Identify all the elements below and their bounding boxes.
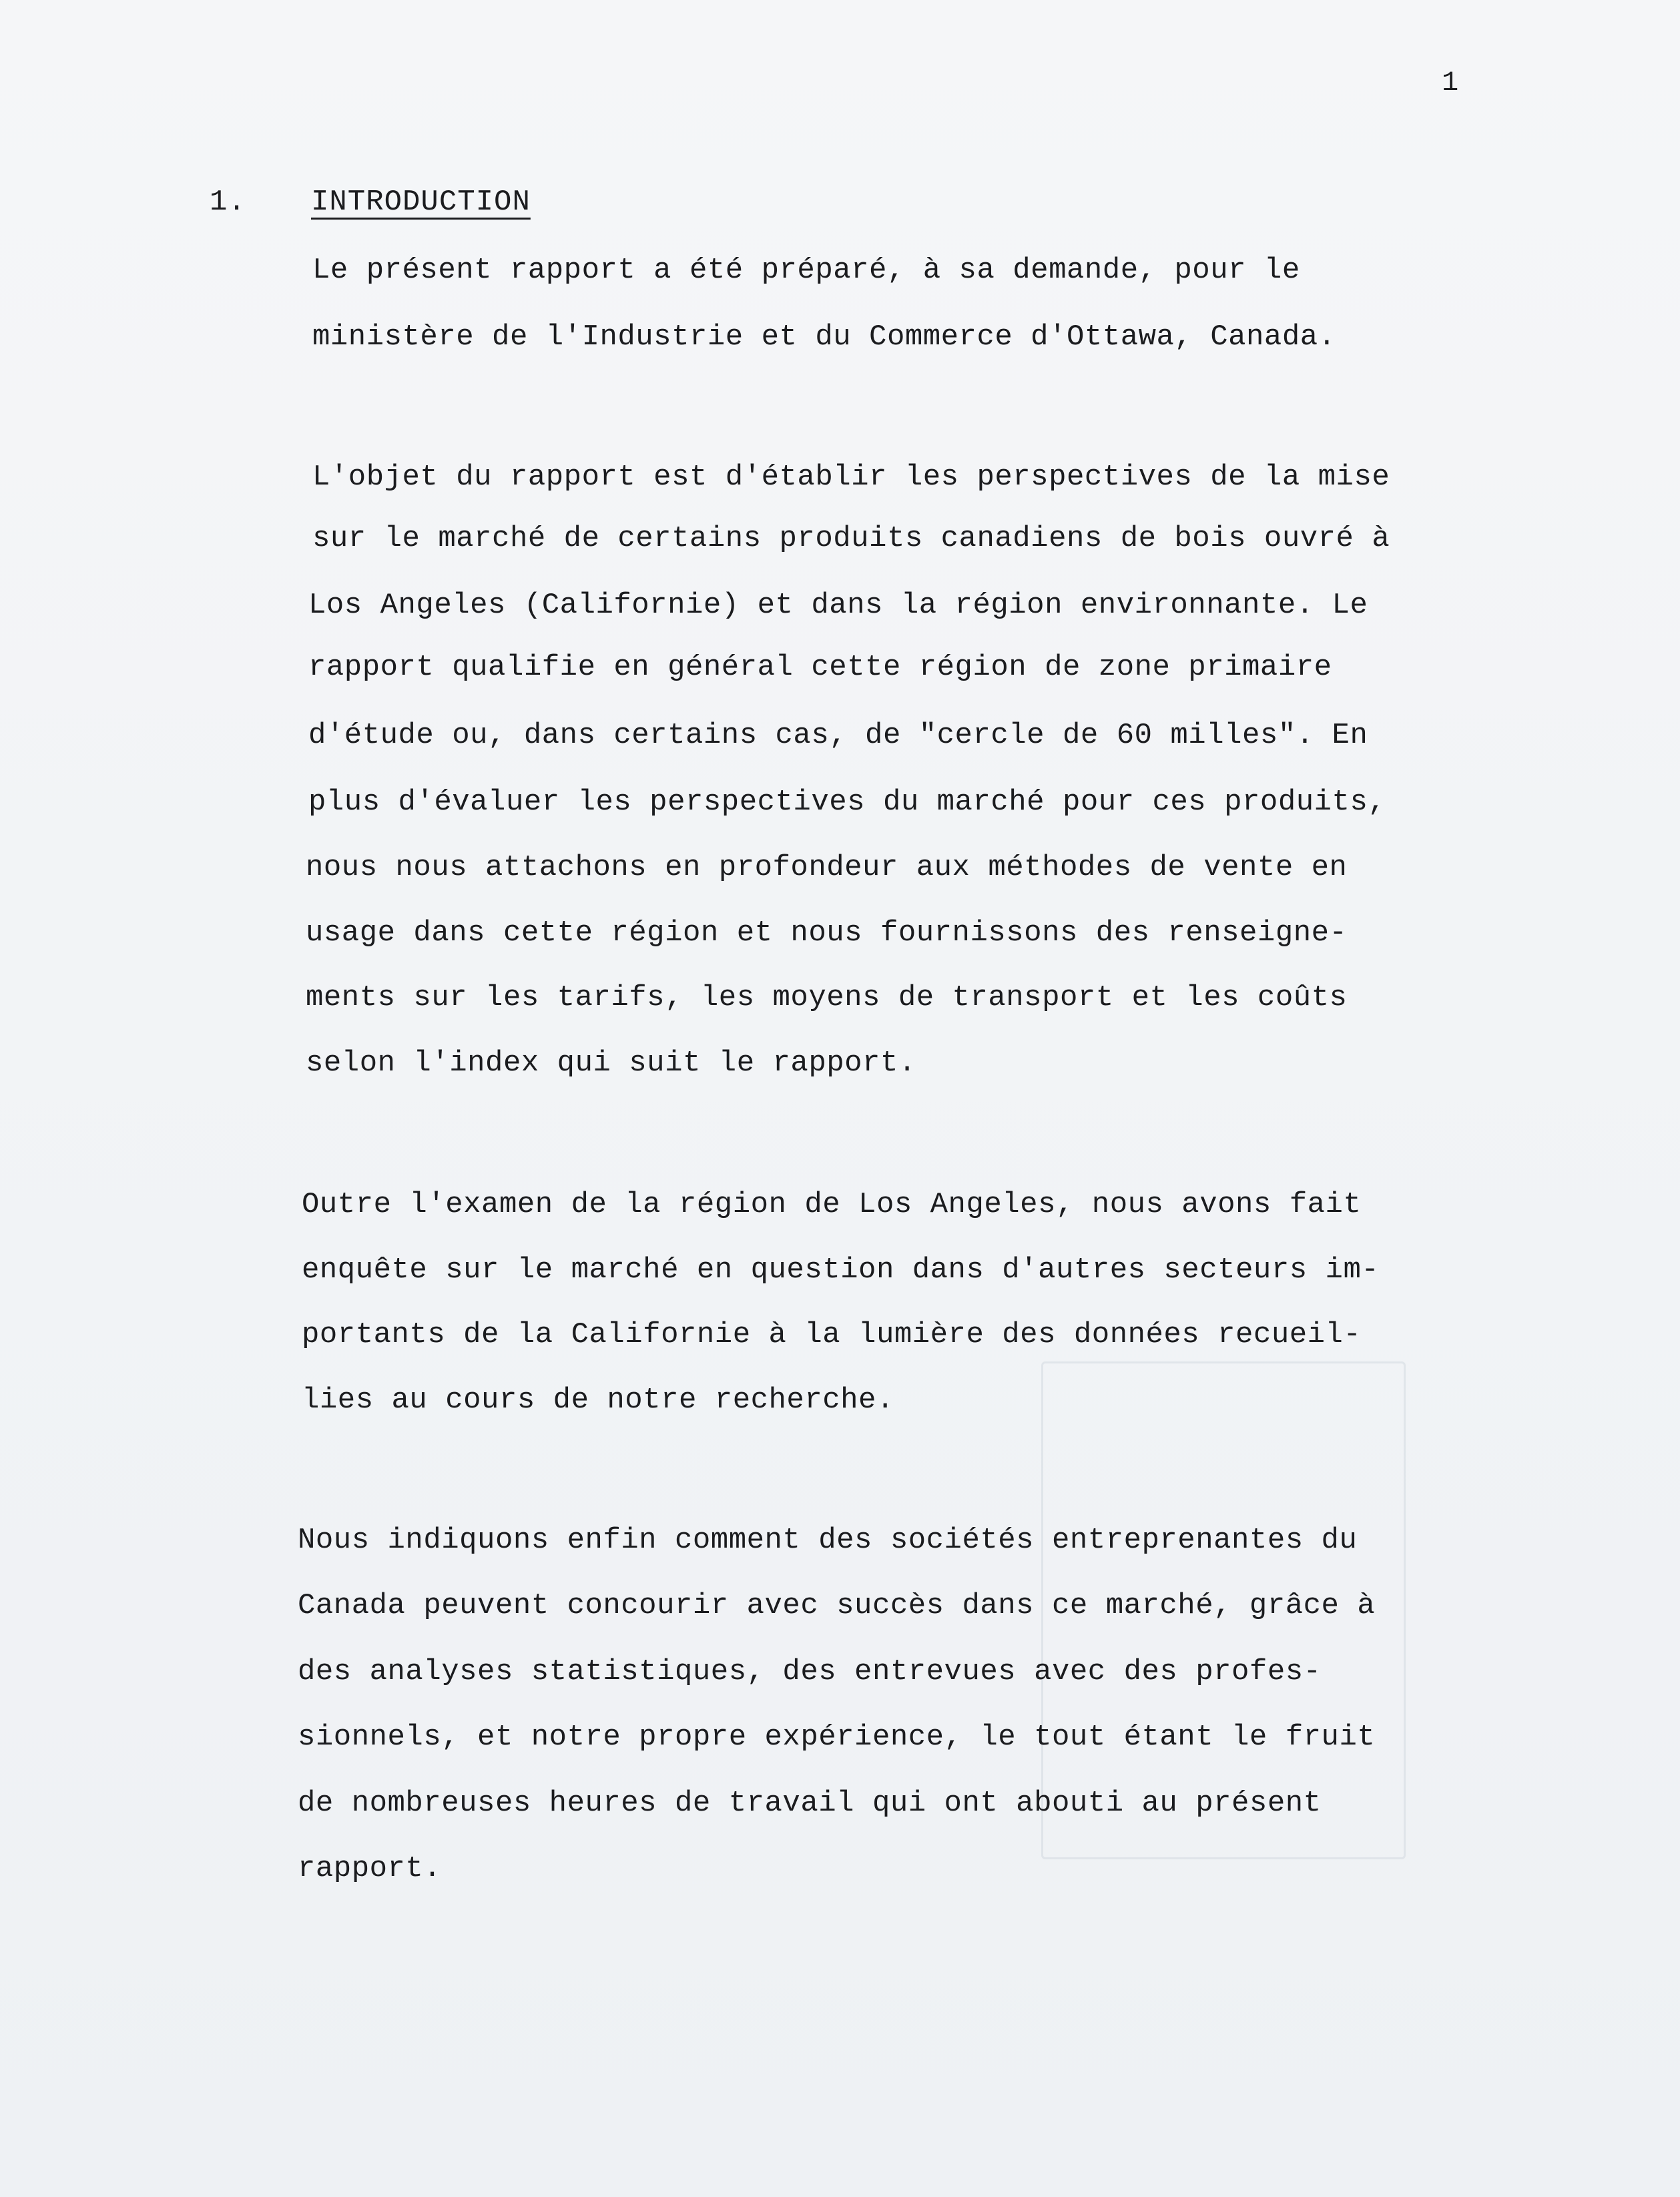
paragraph-line: L'objet du rapport est d'établir les perspectives de la mise <box>312 460 1390 494</box>
paragraph-line: usage dans cette région et nous fournissons des renseigne- <box>306 916 1348 950</box>
paragraph-line: lies au cours de notre recherche. <box>302 1383 894 1417</box>
paragraph-line: nous nous attachons en profondeur aux méthodes de vente en <box>306 851 1348 884</box>
paragraph-line: d'étude ou, dans certains cas, de "cercle de 60 milles". En <box>308 719 1368 752</box>
paragraph-line: sur le marché de certains produits canadiens de bois ouvré à <box>312 522 1390 555</box>
paragraph-line: ments sur les tarifs, les moyens de transport et les coûts <box>306 981 1348 1014</box>
section-heading <box>210 186 531 219</box>
paragraph-line: selon l'index qui suit le rapport. <box>306 1046 916 1080</box>
paragraph-line: portants de la Californie à la lumière des données recueil- <box>302 1318 1362 1351</box>
paragraph-line: sionnels, et notre propre expérience, le tout étant le fruit <box>298 1720 1376 1754</box>
paragraph-line: plus d'évaluer les perspectives du marché pour ces produits, <box>308 786 1386 819</box>
paragraph-line: ministère de l'Industrie et du Commerce d'Ottawa, Canada. <box>312 320 1336 354</box>
paragraph-line: Canada peuvent concourir avec succès dans ce marché, grâce à <box>298 1589 1376 1622</box>
paragraph-line: Los Angeles (Californie) et dans la région environnante. Le <box>308 589 1368 622</box>
paragraph-line: Nous indiquons enfin comment des sociétés entreprenantes du <box>298 1524 1358 1557</box>
paragraph-line: de nombreuses heures de travail qui ont abouti au présent <box>298 1787 1322 1820</box>
paragraph-line: rapport. <box>298 1852 442 1885</box>
section-title: INTRODUCTION <box>311 186 531 219</box>
paragraph-line: Le présent rapport a été préparé, à sa demande, pour le <box>312 254 1300 287</box>
section-number: 1. <box>210 186 246 219</box>
page-number: 1 <box>1442 67 1459 99</box>
paragraph-line: enquête sur le marché en question dans d'autres secteurs im- <box>302 1253 1380 1287</box>
paragraph-line: Outre l'examen de la région de Los Angeles, nous avons fait <box>302 1188 1362 1221</box>
paragraph-line: des analyses statistiques, des entrevues avec des profes- <box>298 1655 1322 1688</box>
paragraph-line: rapport qualifie en général cette région de zone primaire <box>308 651 1332 684</box>
